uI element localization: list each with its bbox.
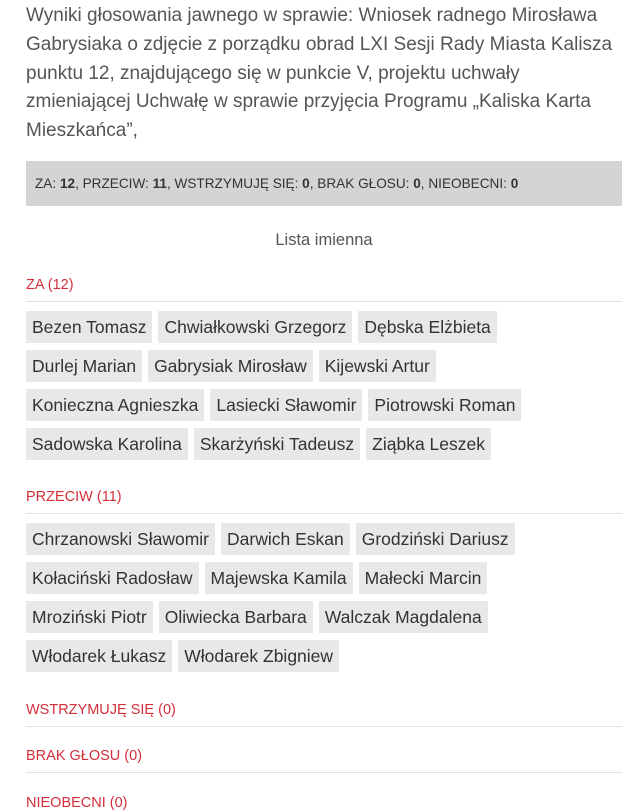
list-title: Lista imienna	[275, 231, 373, 249]
section-za-label: ZA (12)	[26, 277, 74, 293]
councillor-name-chip: Skarżyński Tadeusz	[194, 428, 360, 460]
councillor-name-chip: Walczak Magdalena	[319, 601, 488, 633]
councillor-name-chip: Konieczna Agnieszka	[26, 389, 204, 421]
councillor-name-chip: Durlej Marian	[26, 350, 142, 382]
summary-wstrzymuje-value: 0	[302, 176, 310, 191]
summary-nieobecni-label: , NIEOBECNI:	[420, 176, 511, 191]
section-brak-label: BRAK GŁOSU (0)	[26, 748, 143, 764]
councillor-name-chip: Grodziński Dariusz	[356, 523, 515, 555]
section-wstrzymuje	[26, 701, 622, 727]
summary-przeciw-label: , PRZECIW:	[75, 176, 153, 191]
section-nieobecni-label: NIEOBECNI (0)	[26, 795, 128, 811]
summary-wstrzymuje-label: , WSTRZYMUJĘ SIĘ:	[166, 176, 303, 191]
councillor-name-chip: Darwich Eskan	[221, 523, 350, 555]
councillor-name-chip: Włodarek Łukasz	[26, 640, 172, 672]
section-przeciw-chips	[26, 523, 622, 679]
councillor-name-chip: Małecki Marcin	[359, 562, 488, 594]
section-za-chips	[26, 311, 622, 467]
councillor-name-chip: Włodarek Zbigniew	[178, 640, 339, 672]
section-przeciw-label: PRZECIW (11)	[26, 489, 122, 505]
summary-za-label: ZA:	[35, 176, 60, 191]
section-brak-divider	[26, 772, 622, 773]
section-wstrzymuje-divider	[26, 726, 622, 727]
vote-title: Wyniki głosowania jawnego w sprawie: Wniosek radnego Mirosława Gabrysiaka o zdjęcie z porządku obrad LXI Sesji Rady Miasta Kalisza punktu 12, znajdującego się w punkcie V, projektu uchwały zmieniającej Uchwałę w sprawie przyjęcia Programu „Kaliska Karta Mieszkańca”,	[26, 5, 613, 142]
summary-za-value: 12	[59, 176, 76, 191]
section-za	[26, 276, 622, 467]
councillor-name-chip: Piotrowski Roman	[368, 389, 521, 421]
summary-przeciw-value: 11	[152, 176, 167, 191]
councillor-name-chip: Mroziński Piotr	[26, 601, 153, 633]
councillor-name-chip: Dębska Elżbieta	[358, 311, 496, 343]
councillor-name-chip: Lasiecki Sławomir	[210, 389, 362, 421]
summary-nieobecni-value: 0	[510, 176, 519, 191]
councillor-name-chip: Chrzanowski Sławomir	[26, 523, 215, 555]
section-brak	[26, 747, 622, 773]
section-nieobecni	[26, 794, 622, 812]
councillor-name-chip: Kołaciński Radosław	[26, 562, 199, 594]
summary-brak-value: 0	[413, 176, 421, 191]
section-przeciw	[26, 488, 622, 679]
councillor-name-chip: Bezen Tomasz	[26, 311, 152, 343]
section-za-divider	[26, 301, 622, 302]
councillor-name-chip: Ziąbka Leszek	[366, 428, 491, 460]
councillor-name-chip: Oliwiecka Barbara	[159, 601, 313, 633]
councillor-name-chip: Sadowska Karolina	[26, 428, 188, 460]
section-przeciw-divider	[26, 513, 622, 514]
section-wstrzymuje-label: WSTRZYMUJĘ SIĘ (0)	[26, 702, 176, 718]
vote-summary-bar	[26, 161, 622, 206]
councillor-name-chip: Kijewski Artur	[319, 350, 436, 382]
summary-brak-label: , BRAK GŁOSU:	[309, 176, 414, 191]
councillor-name-chip: Chwiałkowski Grzegorz	[158, 311, 352, 343]
councillor-name-chip: Gabrysiak Mirosław	[148, 350, 313, 382]
councillor-name-chip: Majewska Kamila	[205, 562, 353, 594]
